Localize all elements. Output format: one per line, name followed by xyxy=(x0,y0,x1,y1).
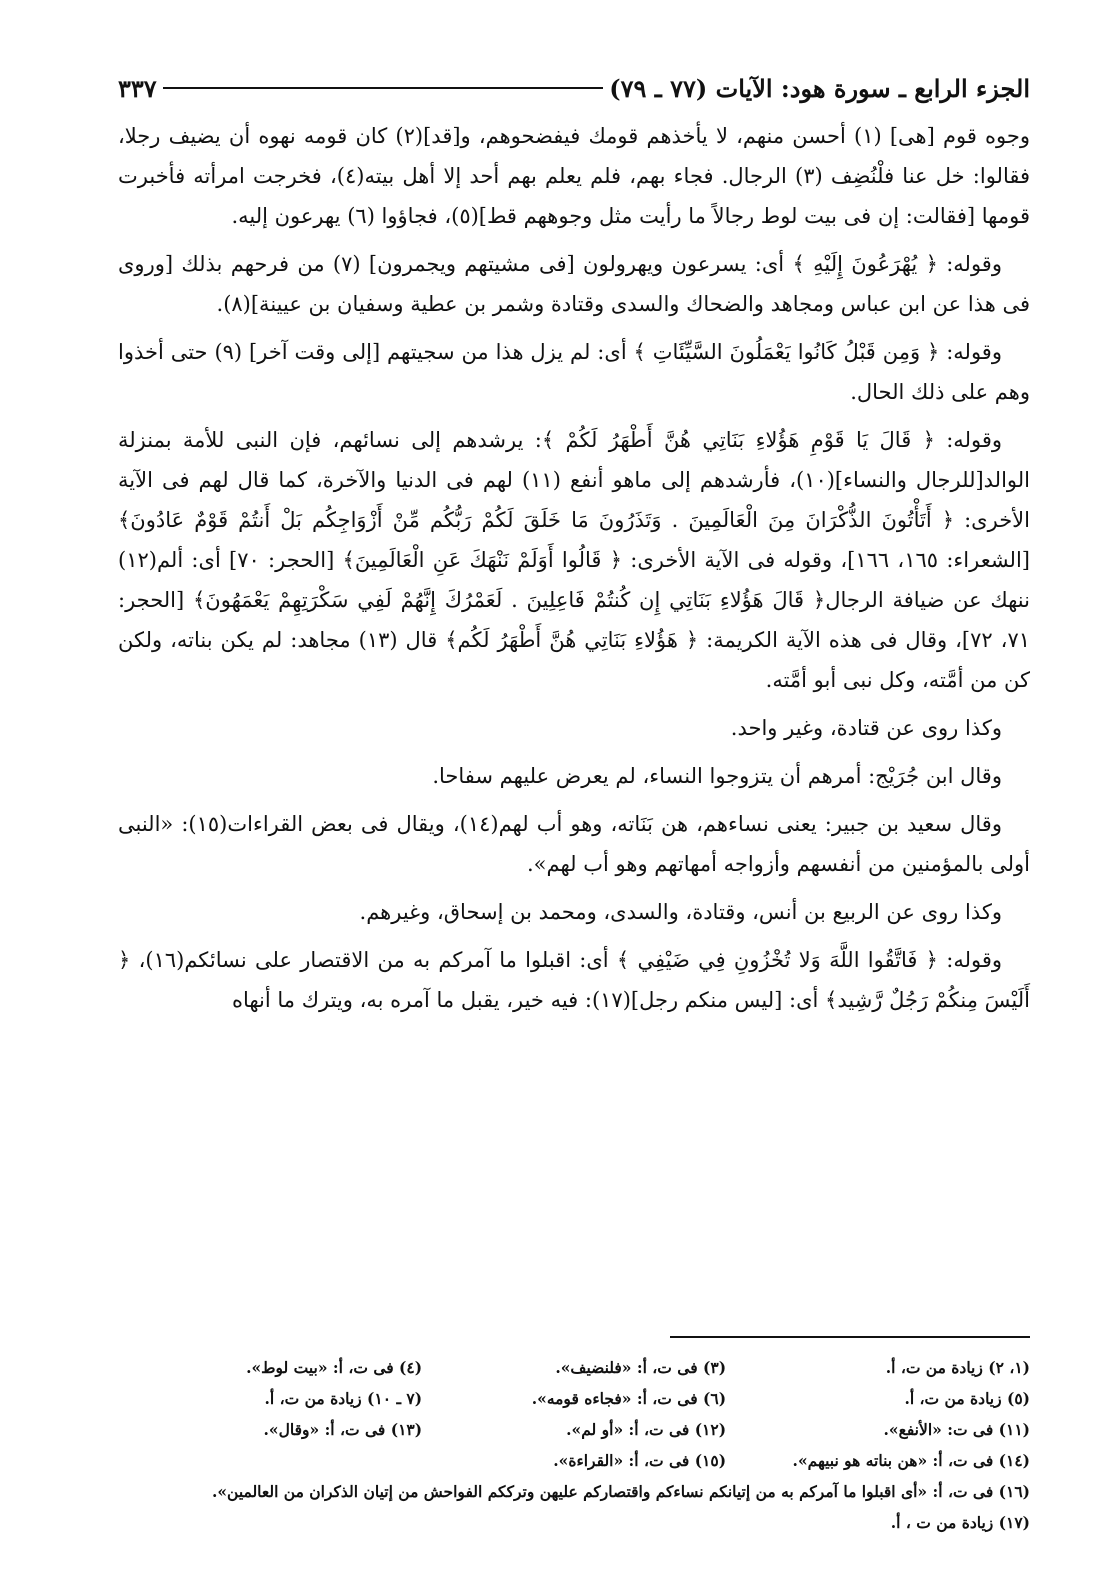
running-header xyxy=(118,68,1030,108)
footnote: (١٥) فى ت، أ: «القراءة». xyxy=(553,1451,727,1470)
footnote-row xyxy=(118,1445,1030,1476)
footnote: (١٤) فى ت، أ: «هن بناته هو نبيهم». xyxy=(792,1451,1030,1470)
footnote-row xyxy=(118,1352,1030,1383)
footnote-row xyxy=(118,1414,1030,1445)
footnote: (٦) فى ت، أ: «فجاءه قومه». xyxy=(531,1389,727,1408)
page xyxy=(118,68,1031,1532)
paragraph-6: وقال ابن جُرَيْج: أمرهم أن يتزوجوا النساء، لم يعرض عليهم سفاحا. xyxy=(432,764,1002,788)
footnote: (٤) فى ت، أ: «بيت لوط». xyxy=(246,1358,423,1377)
paragraph-7: وقال سعيد بن جبير: يعنى نساءهم، هن بَنَاته، وهو أب لهم(١٤)، ويقال فى بعض القراءات(١٥): «النبى أولى بالمؤمنين من أنفسهم وأزواجه أمهاتهم وهو أب لهم». xyxy=(118,812,1030,876)
footnote-row xyxy=(118,1507,1030,1538)
paragraph-3: وقوله: ﴿ وَمِن قَبْلُ كَانُوا يَعْمَلُونَ السَّيِّئَاتِ ﴾ أى: لم يزل هذا من سجيتهم [إلى وقت آخر] (٩) حتى أخذوا وهم على ذلك الحال. xyxy=(118,340,1030,404)
footnote: (١٢) فى ت، أ: «أو لم». xyxy=(566,1420,727,1439)
paragraph-9: وقوله: ﴿ فَاتَّقُوا اللَّهَ وَلا تُخْزُونِ فِي ضَيْفِي ﴾ أى: اقبلوا ما آمركم به من الاقتصار على نسائكم(١٦)، ﴿ أَلَيْسَ مِنكُمْ رَجُلٌ رَّشِيد﴾ أى: [ليس منكم رجل](١٧): فيه خير، يقبل ما آمره به، ويترك ما أنهاه xyxy=(118,948,1030,1012)
page-number: ٣٣٧ xyxy=(118,73,157,103)
header-title: الجزء الرابع ـ سورة هود: الآيات (٧٧ ـ ٧٩) xyxy=(609,73,1030,103)
paragraph-2: وقوله: ﴿ يُهْرَعُونَ إِلَيْهِ ﴾ أى: يسرعون ويهرولون [فى مشيتهم ويجمرون] (٧) من فرحهم بذلك [وروى فى هذا عن ابن عباس ومجاهد والضحاك والسدى وقتادة وشمر بن عطية وسفيان بن عيينة](٨). xyxy=(118,252,1030,316)
footnote: (١٣) فى ت، أ: «وقال». xyxy=(263,1420,423,1439)
paragraph-8: وكذا روى عن الربيع بن أنس، وقتادة، والسدى، ومحمد بن إسحاق، وغيرهم. xyxy=(359,900,1002,924)
paragraph-4: وقوله: ﴿ قَالَ يَا قَوْمِ هَؤُلاءِ بَنَاتِي هُنَّ أَطْهَرُ لَكُمْ ﴾: يرشدهم إلى نسائهم، فإن النبى للأمة بمنزلة الوالد[للرجال والنساء](١٠)، فأرشدهم إلى ماهو أنفع (١١) لهم فى الدنيا والآخرة، كما قال لهم فى الآية الأخرى: ﴿ أَتَأْتُونَ الذُّكْرَانَ مِنَ الْعَالَمِينَ . وَتَذَرُونَ مَا خَلَقَ لَكُمْ رَبُّكُم مِّنْ أَزْوَاجِكُم بَلْ أَنتُمْ قَوْمٌ عَادُونَ﴾ [الشعراء: ١٦٥، ١٦٦]، وقوله فى الآية الأخرى: ﴿ قَالُوا أَوَلَمْ نَنْهَكَ عَنِ الْعَالَمِينَ﴾ [الحجر: ٧٠] أى: ألم(١٢) ننهك عن ضيافة الرجال﴿ قَالَ هَؤُلاءِ بَنَاتِي إِن كُنتُمْ فَاعِلِينَ . لَعَمْرُكَ إِنَّهُمْ لَفِي سَكْرَتِهِمْ يَعْمَهُونَ﴾ [الحجر: ٧١، ٧٢]، وقال فى هذه الآية الكريمة: ﴿ هَؤُلاءِ بَنَاتِي هُنَّ أَطْهَرُ لَكُم﴾ قال (١٣) مجاهد: لم يكن بناته، ولكن كن من أمَّته، وكل نبى أبو أمَّته. xyxy=(118,428,1030,692)
footnote: (٣) فى ت، أ: «فلنضيف». xyxy=(555,1358,727,1377)
footnote: (٥) زيادة من ت، أ. xyxy=(904,1389,1030,1408)
paragraph-1: وجوه قوم [هى] (١) أحسن منهم، لا يأخذهم قومك فيفضحوهم، و[قد](٢) كان قومه نهوه أن يضيف رجلا، فقالوا: خل عنا فلْنُضِف (٣) الرجال. فجاء بهم، فلم يعلم بهم أحد إلا أهل بيته(٤)، فخرجت امرأته فأخبرت قومها [فقالت: إن فى بيت لوط رجالاً ما رأيت مثل وجوههم قط](٥)، فجاؤوا (٦) يهرعون إليه. xyxy=(118,124,1031,228)
header-rule xyxy=(163,87,604,89)
body-text xyxy=(118,116,1030,1020)
footnote-row xyxy=(118,1476,1030,1507)
footnotes xyxy=(118,1336,1030,1538)
footnote: (١١) فى ت: «الأنفع». xyxy=(883,1420,1030,1439)
footnote: (٧ ـ ١٠) زيادة من ت، أ. xyxy=(264,1389,423,1408)
footnote: (١٧) زيادة من ت ، أ. xyxy=(890,1513,1030,1532)
footnote-rule xyxy=(670,1336,1030,1338)
footnote-row xyxy=(118,1383,1030,1414)
footnote: (١٦) فى ت، أ: «أى اقبلوا ما آمركم به من إتيانكم نساءكم واقتصاركم عليهن وترككم الفواحش من إتيان الذكران من العالمين». xyxy=(211,1482,1030,1501)
footnote: (١، ٢) زيادة من ت، أ. xyxy=(885,1358,1030,1377)
paragraph-5: وكذا روى عن قتادة، وغير واحد. xyxy=(730,716,1002,740)
